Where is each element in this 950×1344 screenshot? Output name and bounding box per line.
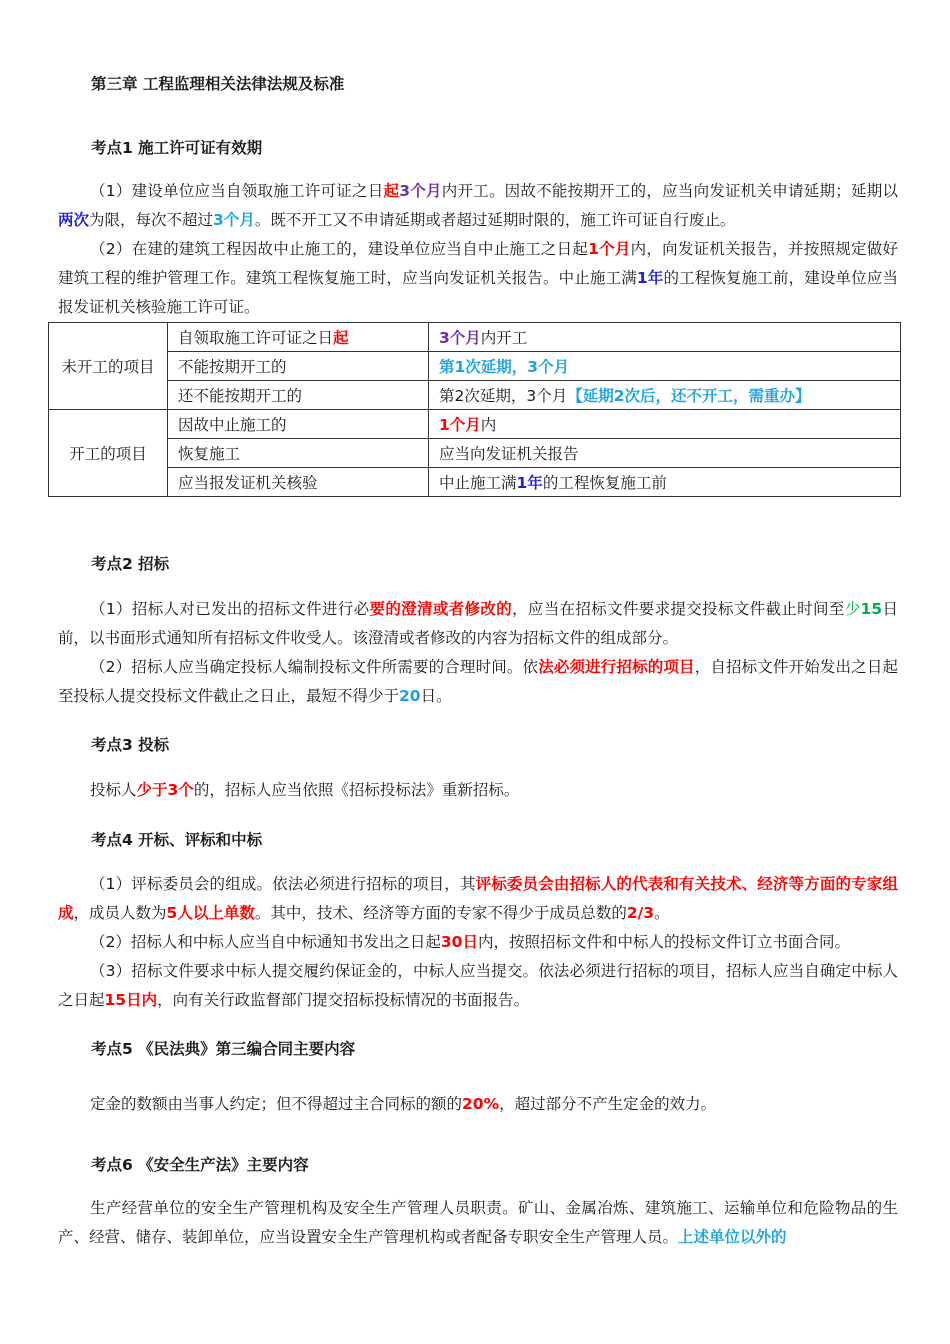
table-row (49, 381, 901, 410)
s6-paragraph-1: 生产经营单位的安全生产管理机构及安全生产管理人员职责。矿山、金属冶炼、建筑施工、运输单位和危险物品的生产、经营、储存、装卸单位，应当设置安全生产管理机构或者配备专职安全生产管理人员。上述单位以外的 (58, 1199, 898, 1246)
s4-paragraph-3: （3）招标文件要求中标人提交履约保证金的，中标人应当提交。依法必须进行招标的项目，招标人应当自确定中标人之日起15日内，向有关行政监督部门提交招标投标情况的书面报告。 (58, 962, 898, 1009)
group-started: 开工的项目 (49, 410, 168, 497)
table-cell: 中止施工满1年的工程恢复施工前 (429, 468, 901, 497)
table-cell: 因故中止施工的 (168, 410, 429, 439)
table-cell: 第2次延期，3个月【延期2次后，还不开工，需重办】 (429, 381, 901, 410)
section-4-title: 考点4 开标、评标和中标 (91, 831, 263, 849)
table-cell: 第1次延期，3个月 (429, 352, 901, 381)
s1-paragraph-1: （1）建设单位应当自领取施工许可证之日起3个月内开工。因故不能按期开工的，应当向发证机关申请延期；延期以两次为限，每次不超过3个月。既不开工又不申请延期或者超过延期时限的，施工许可证自行废止。 (58, 182, 898, 229)
table-cell: 自领取施工许可证之日起 (168, 323, 429, 352)
table-row (49, 468, 901, 497)
section-1-title: 考点1 施工许可证有效期 (91, 139, 263, 157)
section-3-title: 考点3 投标 (91, 736, 170, 754)
s3-paragraph-1: 投标人少于3个的，招标人应当依照《招标投标法》重新招标。 (90, 781, 520, 799)
s2-paragraph-1: （1）招标人对已发出的招标文件进行必要的澄清或者修改的，应当在招标文件要求提交投标文件截止时间至少15日前，以书面形式通知所有招标文件收受人。该澄清或者修改的内容为招标文件的组成部分。 (58, 600, 898, 647)
table-row (49, 352, 901, 381)
table-cell: 不能按期开工的 (168, 352, 429, 381)
table-row (49, 410, 901, 439)
table-row (49, 323, 901, 352)
section-6-title: 考点6 《安全生产法》主要内容 (91, 1156, 309, 1174)
permit-validity-table (48, 322, 901, 497)
table-cell: 3个月内开工 (429, 323, 901, 352)
s5-paragraph-1: 定金的数额由当事人约定；但不得超过主合同标的额的20%，超过部分不产生定金的效力。 (90, 1095, 717, 1113)
section-2-title: 考点2 招标 (91, 555, 170, 573)
s2-paragraph-2: （2）招标人应当确定投标人编制投标文件所需要的合理时间。依法必须进行招标的项目，自招标文件开始发出之日起至投标人提交投标文件截止之日止，最短不得少于20日。 (58, 658, 898, 705)
table-cell: 恢复施工 (168, 439, 429, 468)
chapter-title: 第三章 工程监理相关法律法规及标准 (91, 75, 345, 93)
section-5-title: 考点5 《民法典》第三编合同主要内容 (91, 1040, 356, 1058)
table-cell: 应当向发证机关报告 (429, 439, 901, 468)
group-not-started: 未开工的项目 (49, 323, 168, 410)
table-cell: 还不能按期开工的 (168, 381, 429, 410)
table-cell: 1个月内 (429, 410, 901, 439)
table-row (49, 439, 901, 468)
s4-paragraph-1: （1）评标委员会的组成。依法必须进行招标的项目，其评标委员会由招标人的代表和有关技术、经济等方面的专家组成，成员人数为5人以上单数。其中，技术、经济等方面的专家不得少于成员总数的2/3。 (58, 875, 898, 922)
table-cell: 应当报发证机关核验 (168, 468, 429, 497)
s1-paragraph-2: （2）在建的建筑工程因故中止施工的，建设单位应当自中止施工之日起1个月内，向发证机关报告，并按照规定做好建筑工程的维护管理工作。建筑工程恢复施工时，应当向发证机关报告。中止施工满1年的工程恢复施工前，建设单位应当报发证机关核验施工许可证。 (58, 240, 898, 316)
s4-paragraph-2: （2）招标人和中标人应当自中标通知书发出之日起30日内，按照招标文件和中标人的投标文件订立书面合同。 (90, 933, 850, 951)
